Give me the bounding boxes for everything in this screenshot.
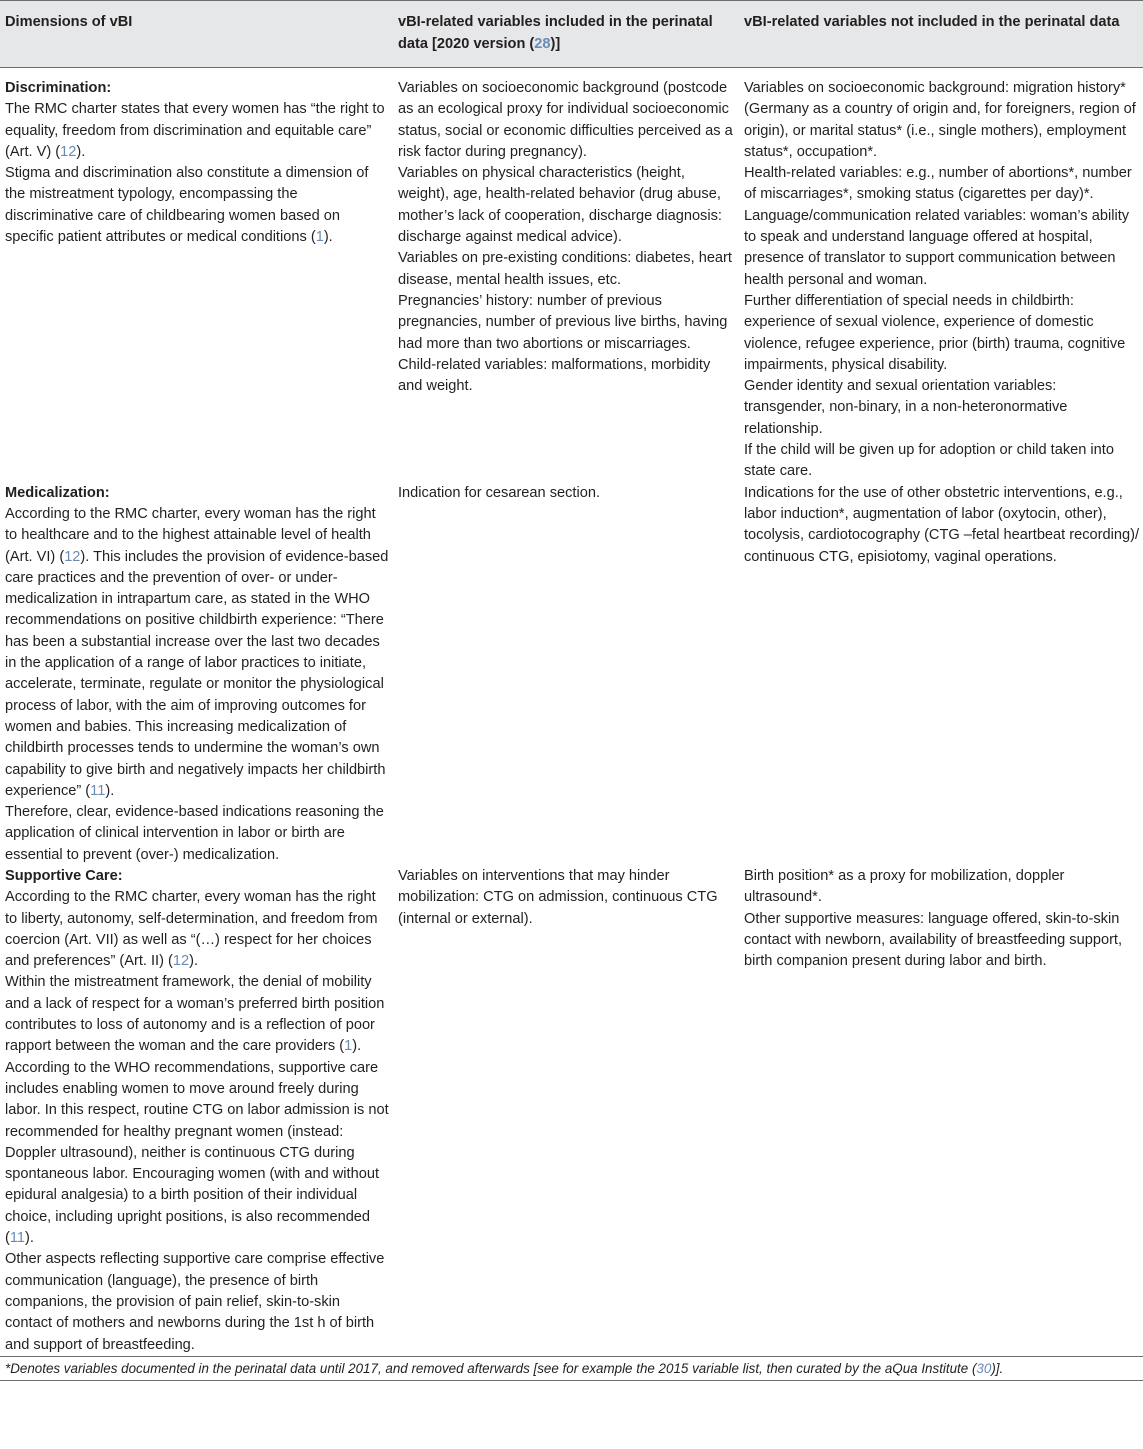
reference-link[interactable]: 30	[976, 1360, 992, 1376]
header-not-included-text: vBI-related variables not included in the perinatal data	[744, 14, 1120, 30]
text-segment: Variables on socioeconomic background (postcode as an ecological proxy for individual socioeconomic status, social or economic difficulties perceived as a risk factor during pregnancy).	[398, 80, 733, 160]
text-segment: Other supportive measures: language offered, skin-to-skin contact with newborn, availability of breastfeeding support, birth companion present during labor and birth.	[744, 910, 1123, 970]
text-segment: Gender identity and sexual orientation variables: transgender, non-binary, in a non-heteronormative relationship.	[744, 378, 1068, 437]
reference-link[interactable]: 12	[64, 548, 81, 565]
cell-paragraph	[398, 355, 736, 398]
not-included-variables-cell	[738, 866, 1143, 1356]
reference-link[interactable]: 11	[9, 1230, 26, 1247]
cell-paragraph	[744, 909, 1141, 973]
footnote-prefix: *Denotes variables documented in the perinatal data until 2017, and removed afterwards [see for example the 2015 variable list, then curated by the aQua Institute (	[5, 1360, 977, 1376]
footnote-suffix: )].	[991, 1360, 1004, 1376]
header-dimensions-text: Dimensions of vBI	[5, 14, 133, 30]
cell-paragraph	[398, 163, 736, 248]
text-segment: Variables on interventions that may hinder mobilization: CTG on admission, continuous CTG (internal or external).	[398, 867, 718, 927]
dimension-title: Medicalization:	[5, 484, 110, 501]
included-variables-cell	[392, 483, 738, 866]
text-segment: Further differentiation of special needs in childbirth: experience of sexual violence, experience of domestic violence, refugee experience, prior (birth) trauma, cognitive impairments, physical disability.	[744, 292, 1126, 373]
reference-link[interactable]: 28	[534, 35, 551, 52]
dimension-cell	[0, 866, 392, 1356]
cell-paragraph	[744, 163, 1141, 206]
text-segment: ).	[76, 143, 86, 160]
header-included-prefix: vBI-related variables included in the perinatal data [2020 version (	[398, 14, 713, 52]
text-segment: According to the RMC charter, every woman has the right to liberty, autonomy, self-determination, and freedom from coercion (Art. VII) as well as “(…) respect for her choices and preferences” (Art. II) (	[5, 889, 378, 970]
footnote	[0, 1356, 1143, 1380]
header-included	[392, 1, 738, 68]
text-segment: ).	[352, 1038, 362, 1055]
text-segment: ).	[189, 953, 199, 970]
text-segment: Indication for cesarean section.	[398, 484, 600, 501]
text-segment: Other aspects reflecting supportive care comprise effective communication (language), the presence of birth companions, the provision of pain relief, skin-to-skin contact of mothers and newborns during the 1st h of birth and support of breastfeeding.	[5, 1251, 385, 1353]
cell-paragraph	[744, 206, 1141, 291]
text-segment: Indications for the use of other obstetric interventions, e.g., labor induction*, augmentation of labor (oxytocin, other), tocolysis, cardiotocography (CTG –fetal heartbeat recording)/ continuous CTG, episiotomy, vaginal operations.	[744, 484, 1140, 565]
header-dimensions	[0, 1, 392, 68]
text-segment: Variables on socioeconomic background: migration history* (Germany as a country of origin and, for foreigners, region of origin), or marital status* (i.e., single mothers), employment status*, occupation*.	[744, 80, 1136, 160]
cell-paragraph	[5, 802, 390, 866]
cell-paragraph	[744, 291, 1141, 376]
text-segment: ).	[25, 1230, 34, 1247]
reference-link[interactable]: 1	[315, 229, 324, 246]
cell-paragraph	[398, 866, 736, 930]
cell-paragraph	[5, 1058, 390, 1250]
header-not-included	[738, 1, 1143, 68]
reference-link[interactable]: 11	[90, 782, 106, 799]
text-segment: Variables on pre-existing conditions: diabetes, heart disease, mental health issues, etc.	[398, 250, 732, 288]
table-row	[0, 483, 1143, 866]
reference-link[interactable]: 1	[344, 1038, 353, 1055]
header-row	[0, 1, 1143, 68]
cell-paragraph	[5, 887, 390, 972]
text-segment: Language/communication related variables: woman’s ability to speak and understand language offered at hospital, presence of translator to support communication between health personal and woman.	[744, 207, 1130, 288]
cell-paragraph	[5, 504, 390, 802]
text-segment: Within the mistreatment framework, the denial of mobility and a lack of respect for a woman’s preferred birth position contributes to loss of autonomy and is a reflection of poor rapport between the woman and the care providers (	[5, 974, 385, 1055]
dimension-cell	[0, 68, 392, 483]
cell-paragraph	[744, 376, 1141, 440]
cell-paragraph	[398, 291, 736, 355]
cell-paragraph	[744, 866, 1141, 909]
text-segment: Pregnancies’ history: number of previous pregnancies, number of previous live births, having had more than two abortions or miscarriages.	[398, 292, 728, 352]
included-variables-cell	[392, 68, 738, 483]
text-segment: According to the WHO recommendations, supportive care includes enabling women to move around freely during labor. In this respect, routine CTG on labor admission is not recommended for healthy pregnant women (instead: Doppler ultrasound), neither is continuous CTG during spontaneous labor. Encouraging women (with and without epidural analgesia) to a birth position of their individual choice, including upright positions, is also recommended (	[5, 1059, 389, 1247]
dimension-title: Discrimination:	[5, 80, 112, 96]
text-segment: Therefore, clear, evidence-based indications reasoning the application of clinical intervention in labor or birth are essential to prevent (over-) medicalization.	[5, 804, 384, 863]
text-segment: Variables on physical characteristics (height, weight), age, health-related behavior (drug abuse, mother’s lack of cooperation, discharge diagnosis: discharge against medical advice).	[398, 165, 722, 246]
cell-paragraph	[5, 99, 390, 163]
dimension-title: Supportive Care:	[5, 867, 123, 884]
table-header	[0, 1, 1143, 68]
reference-link[interactable]: 12	[60, 143, 77, 160]
not-included-variables-cell	[738, 483, 1143, 866]
table-row	[0, 866, 1143, 1356]
cell-paragraph	[5, 163, 390, 248]
header-included-suffix: )]	[550, 35, 561, 52]
text-segment: ).	[323, 229, 333, 246]
text-segment: Health-related variables: e.g., number of abortions*, number of miscarriages*, smoking status (cigarettes per day)*.	[744, 165, 1132, 203]
cell-paragraph	[398, 248, 736, 291]
table-body	[0, 68, 1143, 1357]
text-segment: ).	[105, 782, 115, 799]
text-segment: The RMC charter states that every women has “the right to equality, freedom from discrimination and equitable care” (Art. V) (	[5, 101, 385, 160]
cell-paragraph	[398, 78, 736, 163]
text-segment: Birth position* as a proxy for mobilization, doppler ultrasound*.	[744, 867, 1065, 906]
cell-paragraph	[5, 1249, 390, 1355]
cell-paragraph	[744, 78, 1141, 163]
cell-paragraph	[744, 483, 1141, 568]
included-variables-cell	[392, 866, 738, 1356]
not-included-variables-cell	[738, 68, 1143, 483]
text-segment: If the child will be given up for adoption or child taken into state care.	[744, 442, 1114, 480]
table-row	[0, 68, 1143, 483]
dimension-cell	[0, 483, 392, 866]
text-segment: According to the RMC charter, every woman has the right to healthcare and to the highest attainable level of health (Art. VI) (	[5, 505, 376, 565]
text-segment: Stigma and discrimination also constitute a dimension of the mistreatment typology, encompassing the discriminative care of childbearing women based on specific patient attributes or medical conditions (	[5, 165, 369, 246]
text-segment: Child-related variables: malformations, morbidity and weight.	[398, 356, 711, 395]
cell-paragraph	[744, 440, 1141, 483]
footnote-row	[0, 1356, 1143, 1380]
cell-paragraph	[398, 483, 736, 504]
text-segment: ). This includes the provision of evidence-based care practices and the prevention of over- or under-medicalization in intrapartum care, as stated in the WHO recommendations on positive childbirth experience: “There has been a substantial increase over the last two decades in the application of a range of labor practices to initiate, accelerate, terminate, regulate or monitor the physiological process of labor, with the aim of improving outcomes for women and babies. This increasing medicalization of childbirth processes tends to undermine the woman’s own capability to give birth and negatively impacts her childbirth experience” (	[5, 548, 389, 799]
reference-link[interactable]: 12	[172, 953, 190, 970]
cell-paragraph	[5, 972, 390, 1057]
